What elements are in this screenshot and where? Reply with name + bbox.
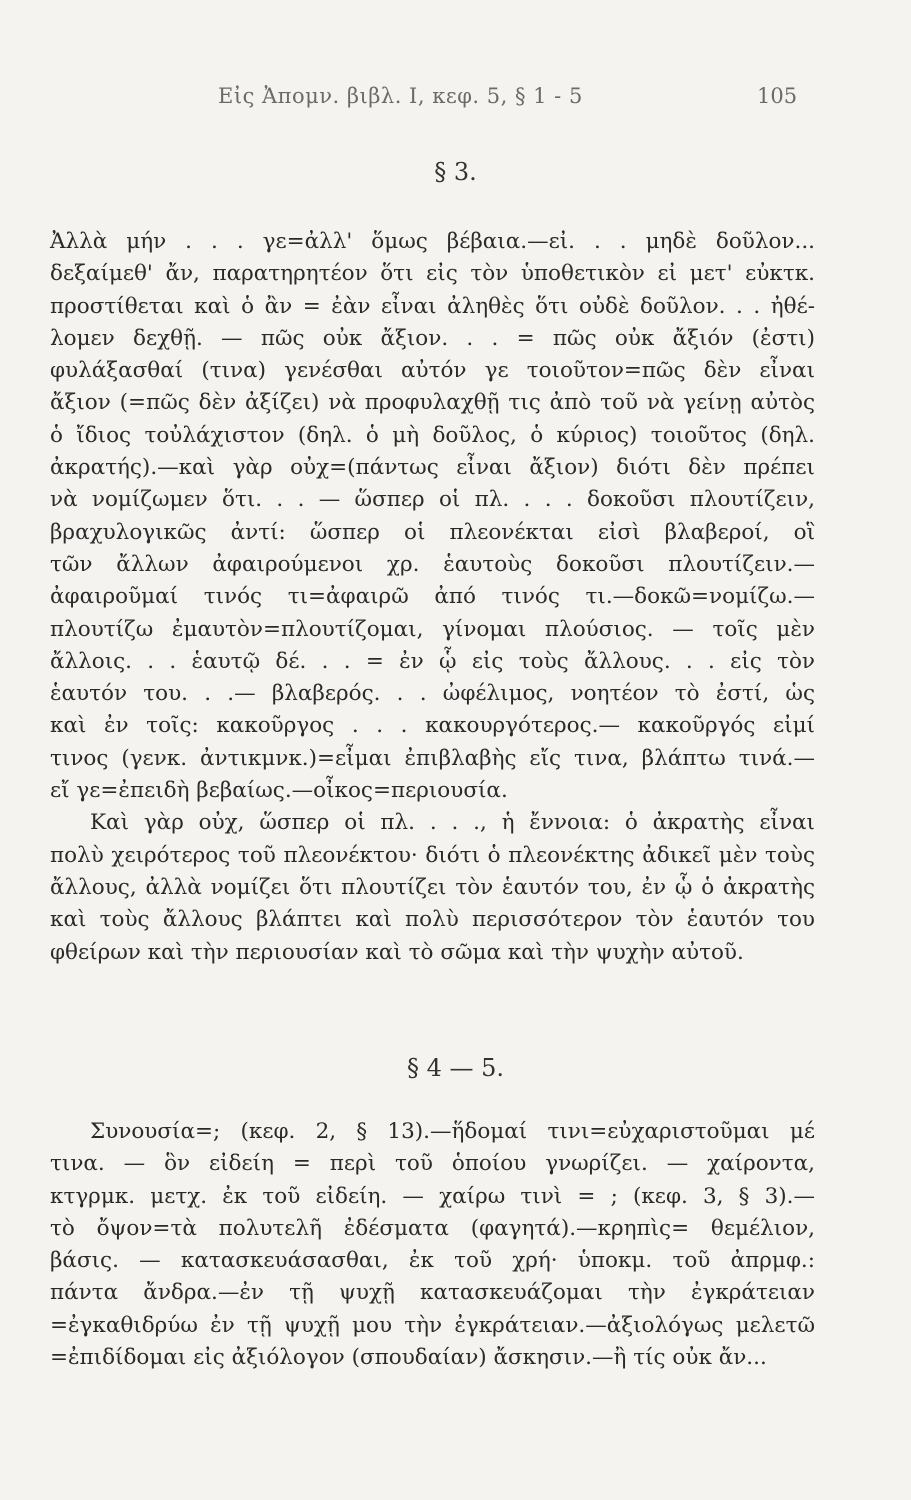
text-line: κτγρμκ. μετχ. ἐκ τοῦ εἰδείη. — χαίρω τινὶ = ; (κεφ. 3, § 3).— bbox=[50, 1183, 815, 1209]
page-number: 105 bbox=[757, 84, 798, 108]
text-line: ἑαυτόν του. . .— βλαβερός. . . ὠφέλιμος, νοητέον τὸ ἐστί, ὡς bbox=[50, 681, 815, 707]
running-title: Εἰς Ἀπομν. βιβλ. Ι, κεφ. 5, § 1 - 5 bbox=[218, 84, 583, 108]
section-heading-4-5: § 4 — 5. bbox=[406, 1054, 505, 1082]
text-line: Ἀλλὰ μήν . . . γε=ἀλλ' ὅμως βέβαια.—εἰ. . . μηδὲ δοῦλον... bbox=[50, 229, 815, 254]
text-line: ἄξιον (=πῶς δὲν ἀξίζει) νὰ προφυλαχθῇ τις ἀπὸ τοῦ νὰ γείνῃ αὐτὸς bbox=[50, 390, 815, 416]
text-line: τῶν ἄλλων ἀφαιρούμενοι χρ. ἑαυτοὺς δοκοῦσι πλουτίζειν.— bbox=[50, 551, 815, 577]
text-line: φθείρων καὶ τὴν περιουσίαν καὶ τὸ σῶμα καὶ τὴν ψυχὴν αὐτοῦ. bbox=[50, 939, 744, 965]
text-line: ἀφαιροῦμαί τινός τι=ἀφαιρῶ ἀπό τινός τι.—δοκῶ=νομίζω.— bbox=[50, 584, 815, 610]
text-line: ἄλλοις. . . ἑαυτῷ δέ. . . = ἐν ᾧ εἰς τοὺς ἄλλους. . . εἰς τὸν bbox=[50, 648, 815, 674]
text-line: πλουτίζω ἐμαυτὸν=πλουτίζομαι, γίνομαι πλούσιος. — τοῖς μὲν bbox=[50, 616, 815, 642]
text-line: ἀκρατής).—καὶ γὰρ οὐχ=(πάντως εἶναι ἄξιον) διότι δὲν πρέπει bbox=[50, 455, 815, 481]
text-line: εἴ γε=ἐπειδὴ βεβαίως.—οἶκος=περιουσία. bbox=[50, 778, 508, 804]
text-line: δεξαίμεθ' ἄν, παρατηρητέον ὅτι εἰς τὸν ὑποθετικὸν εἰ μετ' εὐκτκ. bbox=[50, 261, 815, 287]
text-line: ὁ ἴδιος τοὐλάχιστον (δηλ. ὁ μὴ δοῦλος, ὁ κύριος) τοιοῦτος (δηλ. bbox=[50, 422, 815, 448]
text-line: βάσις. — κατασκευάσασθαι, ἐκ τοῦ χρή· ὑποκμ. τοῦ ἀπρμφ.: bbox=[50, 1248, 815, 1274]
text-line: τινα. — ὃν εἰδείη = περὶ τοῦ ὁποίου γνωρίζει. — χαίροντα, bbox=[50, 1151, 815, 1177]
text-line: Καὶ γὰρ οὐχ, ὥσπερ οἱ πλ. . . ., ἡ ἔννοια: ὁ ἀκρατὴς εἶναι bbox=[90, 810, 815, 836]
text-line: ἄλλους, ἀλλὰ νομίζει ὅτι πλουτίζει τὸν ἑαυτόν του, ἐν ᾧ ὁ ἀκρατὴς bbox=[50, 874, 815, 900]
text-line: καὶ τοὺς ἄλλους βλάπτει καὶ πολὺ περισσότερον τὸν ἑαυτόν του bbox=[50, 907, 815, 933]
section-heading-3: § 3. bbox=[434, 158, 477, 186]
section-3-text bbox=[50, 226, 815, 969]
text-line: Συνουσία=; (κεφ. 2, § 13).—ἥδομαί τινι=εὐχαριστοῦμαι μέ bbox=[90, 1119, 815, 1144]
text-line: =ἐγκαθιδρύω ἐν τῇ ψυχῇ μου τὴν ἐγκράτειαν.—ἀξιολόγως μελετῶ bbox=[50, 1312, 815, 1338]
text-line: καὶ ἐν τοῖς: κακοῦργος . . . κακουργότερος.— κακοῦργός εἰμί bbox=[50, 713, 815, 739]
section-4-5-text bbox=[50, 1116, 815, 1374]
text-line: τινος (γενκ. ἀντικμνκ.)=εἶμαι ἐπιβλαβὴς εἴς τινα, βλάπτω τινά.— bbox=[50, 745, 815, 771]
running-head bbox=[0, 80, 911, 120]
text-line: φυλάξασθαί (τινα) γενέσθαι αὐτόν γε τοιοῦτον=πῶς δὲν εἶναι bbox=[50, 358, 815, 384]
text-line: προστίθεται καὶ ὁ ἂν = ἐὰν εἶναι ἀληθὲς ὅτι οὐδὲ δοῦλον. . . ἠθέ- bbox=[50, 293, 815, 319]
text-line: πάντα ἄνδρα.—ἐν τῇ ψυχῇ κατασκευάζομαι τὴν ἐγκράτειαν bbox=[50, 1280, 815, 1306]
text-line: πολὺ χειρότερος τοῦ πλεονέκτου· διότι ὁ πλεονέκτης ἀδικεῖ μὲν τοὺς bbox=[50, 842, 815, 868]
text-line: νὰ νομίζωμεν ὅτι. . . — ὥσπερ οἱ πλ. . . . δοκοῦσι πλουτίζειν, bbox=[50, 487, 815, 513]
text-line: τὸ ὄψον=τὰ πολυτελῆ ἐδέσματα (φαγητά).—κρηπὶς= θεμέλιον, bbox=[50, 1215, 815, 1241]
text-line: λομεν δεχθῇ. — πῶς οὐκ ἄξιον. . . = πῶς οὐκ ἄξιόν (ἐστι) bbox=[50, 325, 815, 351]
text-line: βραχυλογικῶς ἀντί: ὥσπερ οἱ πλεονέκται εἰσὶ βλαβεροί, οἳ bbox=[50, 519, 815, 545]
text-line: =ἐπιδίδομαι εἰς ἀξιόλογον (σπουδαίαν) ἄσκησιν.—ἢ τίς οὐκ ἄν... bbox=[50, 1345, 767, 1371]
